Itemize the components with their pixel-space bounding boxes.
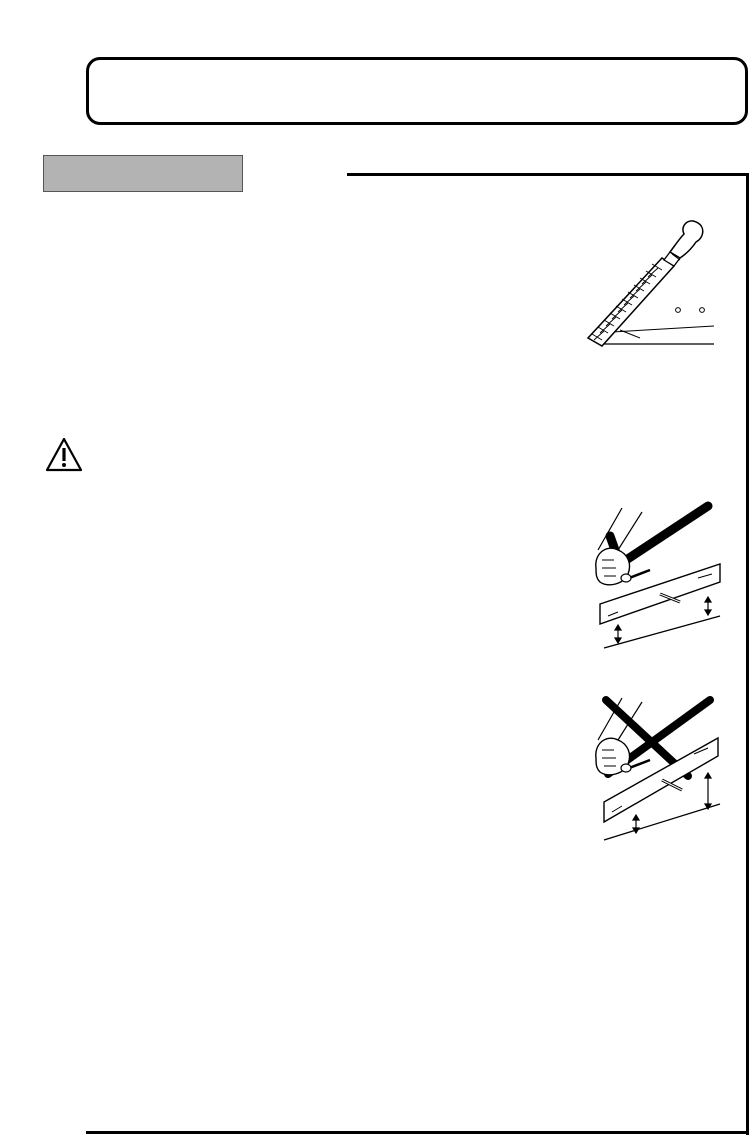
correct-method-illustration [588, 498, 728, 658]
section-rule-right [746, 173, 749, 1135]
section-rule-bottom [86, 1131, 749, 1134]
file-tool-illustration [580, 214, 716, 354]
warning-triangle-icon [44, 436, 84, 474]
section-tab [43, 155, 243, 192]
page-title-box [86, 57, 748, 125]
incorrect-method-illustration [588, 690, 728, 850]
section-rule-top [347, 173, 749, 176]
